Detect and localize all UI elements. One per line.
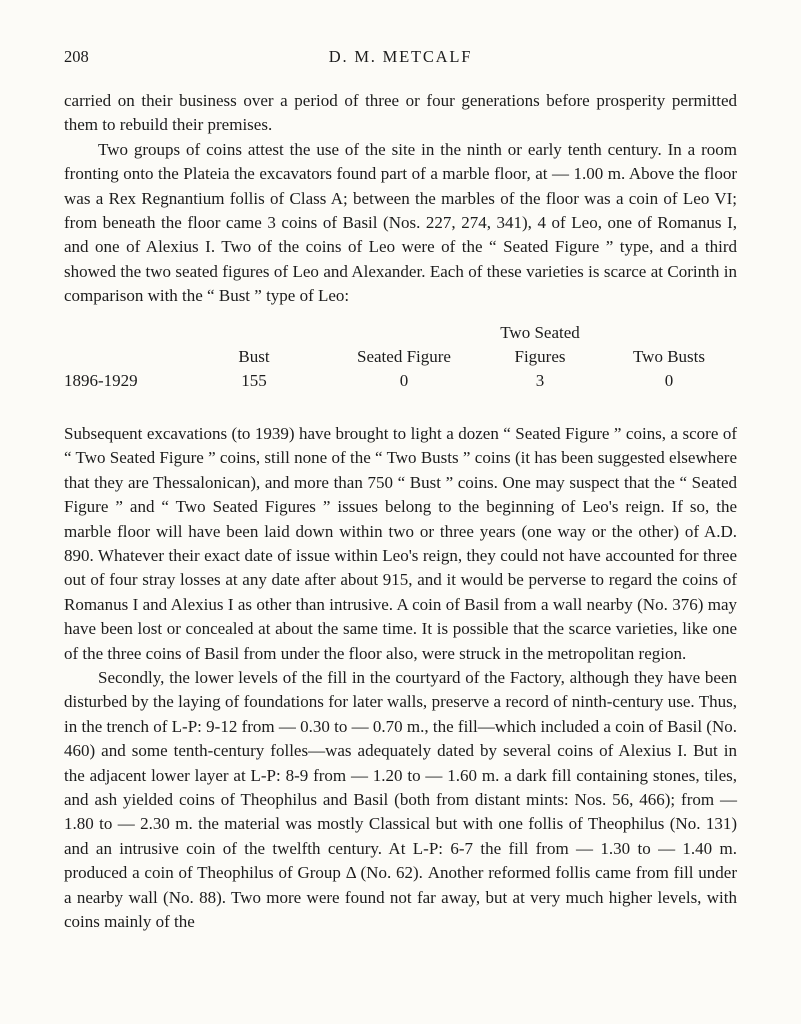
table-spacer xyxy=(64,345,179,369)
paragraph-2: Two groups of coins attest the use of the site in the ninth or early tenth century. In a room fronting onto the Plateia the excavators found part of a marble floor, at — 1.00 m. Above the floor was a Rex Regnantium follis of Class A; between the marbles of the floor was a coin of Leo VI; from beneath the floor came 3 coins of Basil (Nos. 227, 274, 341), 4 of Leo, one of Romanus I, and one of Alexius I. Two of the coins of Leo were of the “ Seated Figure ” type, and a third showed the two seated figures of Leo and Alexander. Each of these varieties is scarce at Corinth in comparison with the “ Bust ” type of Leo: xyxy=(64,139,737,306)
table-value-two-busts: 0 xyxy=(664,371,674,391)
table-header-figures: Figures xyxy=(514,347,566,367)
table-value-bust: 155 xyxy=(241,371,267,391)
table-spacer xyxy=(179,321,329,345)
table-row-label: 1896-1929 xyxy=(64,371,138,391)
table-spanner-two-seated: Two Seated xyxy=(500,322,580,342)
coin-frequency-table xyxy=(64,321,737,394)
table-header-two-busts: Two Busts xyxy=(632,347,706,367)
page-number: 208 xyxy=(64,47,89,66)
table-spacer xyxy=(329,321,479,345)
page-header xyxy=(64,46,737,68)
table-spacer xyxy=(64,321,179,345)
running-head: D. M. METCALF xyxy=(328,47,473,66)
table-value-figures: 3 xyxy=(535,371,545,391)
table-spacer xyxy=(601,321,737,345)
table-header-seated-figure: Seated Figure xyxy=(357,347,451,367)
table-value-seated-figure: 0 xyxy=(399,371,409,391)
paragraph-4: Secondly, the lower levels of the fill in the courtyard of the Factory, although they have been disturbed by the laying of foundations for later walls, preserve a record of ninth-century use. Thus, in the trench of L-P: 9-12 from — 0.30 to — 0.70 m., the fill—which included a coin of Basil (No. 460) and some tenth-century folles—was adequately dated by several coins of Alexius I. But in the adjacent lower layer at L-P: 8-9 from — 1.20 to — 1.60 m. a dark fill containing stones, tiles, and ash yielded coins of Theophilus and Basil (both from distant mints: Nos. 56, 466); from — 1.80 to — 2.30 m. the material was mostly Classical but with one follis of Theophilus (No. 131) and an intrusive coin of the twelfth century. At L-P: 6-7 the fill from — 1.30 to — 1.40 m. produced a coin of Theophilus of Group Δ (No. 62). Another reformed follis came from fill under a nearby wall (No. 88). Two more were found not far away, but at very much higher levels, with coins mainly of the xyxy=(64,667,737,931)
table-header-bust: Bust xyxy=(238,347,270,367)
paragraph-1: carried on their business over a period of three or four generations before prosperity permitted them to rebuild their premises. xyxy=(64,91,737,135)
article-body xyxy=(64,89,737,934)
paragraph-3: Subsequent excavations (to 1939) have brought to light a dozen “ Seated Figure ” coins, a score of “ Two Seated Figure ” coins, still none of the “ Two Busts ” coins (it has been suggested elsewhere that they are Thessalonican), and more than 750 “ Bust ” coins. One may suspect that the “ Seated Figure ” and “ Two Seated Figures ” issues belong to the beginning of Leo's reign. If so, the marble floor will have been laid down within two or three years (one way or the other) of A.D. 890. Whatever their exact date of issue within Leo's reign, they could not have accounted for three out of four stray losses at any date after about 915, and it would be perverse to regard the coins of Romanus I and Alexius I as other than intrusive. A coin of Basil from a wall nearby (No. 376) may have been lost or concealed at about the same time. It is possible that the scarce varieties, like one of the three coins of Basil from under the floor also, were struck in the metropolitan region. xyxy=(64,423,737,663)
